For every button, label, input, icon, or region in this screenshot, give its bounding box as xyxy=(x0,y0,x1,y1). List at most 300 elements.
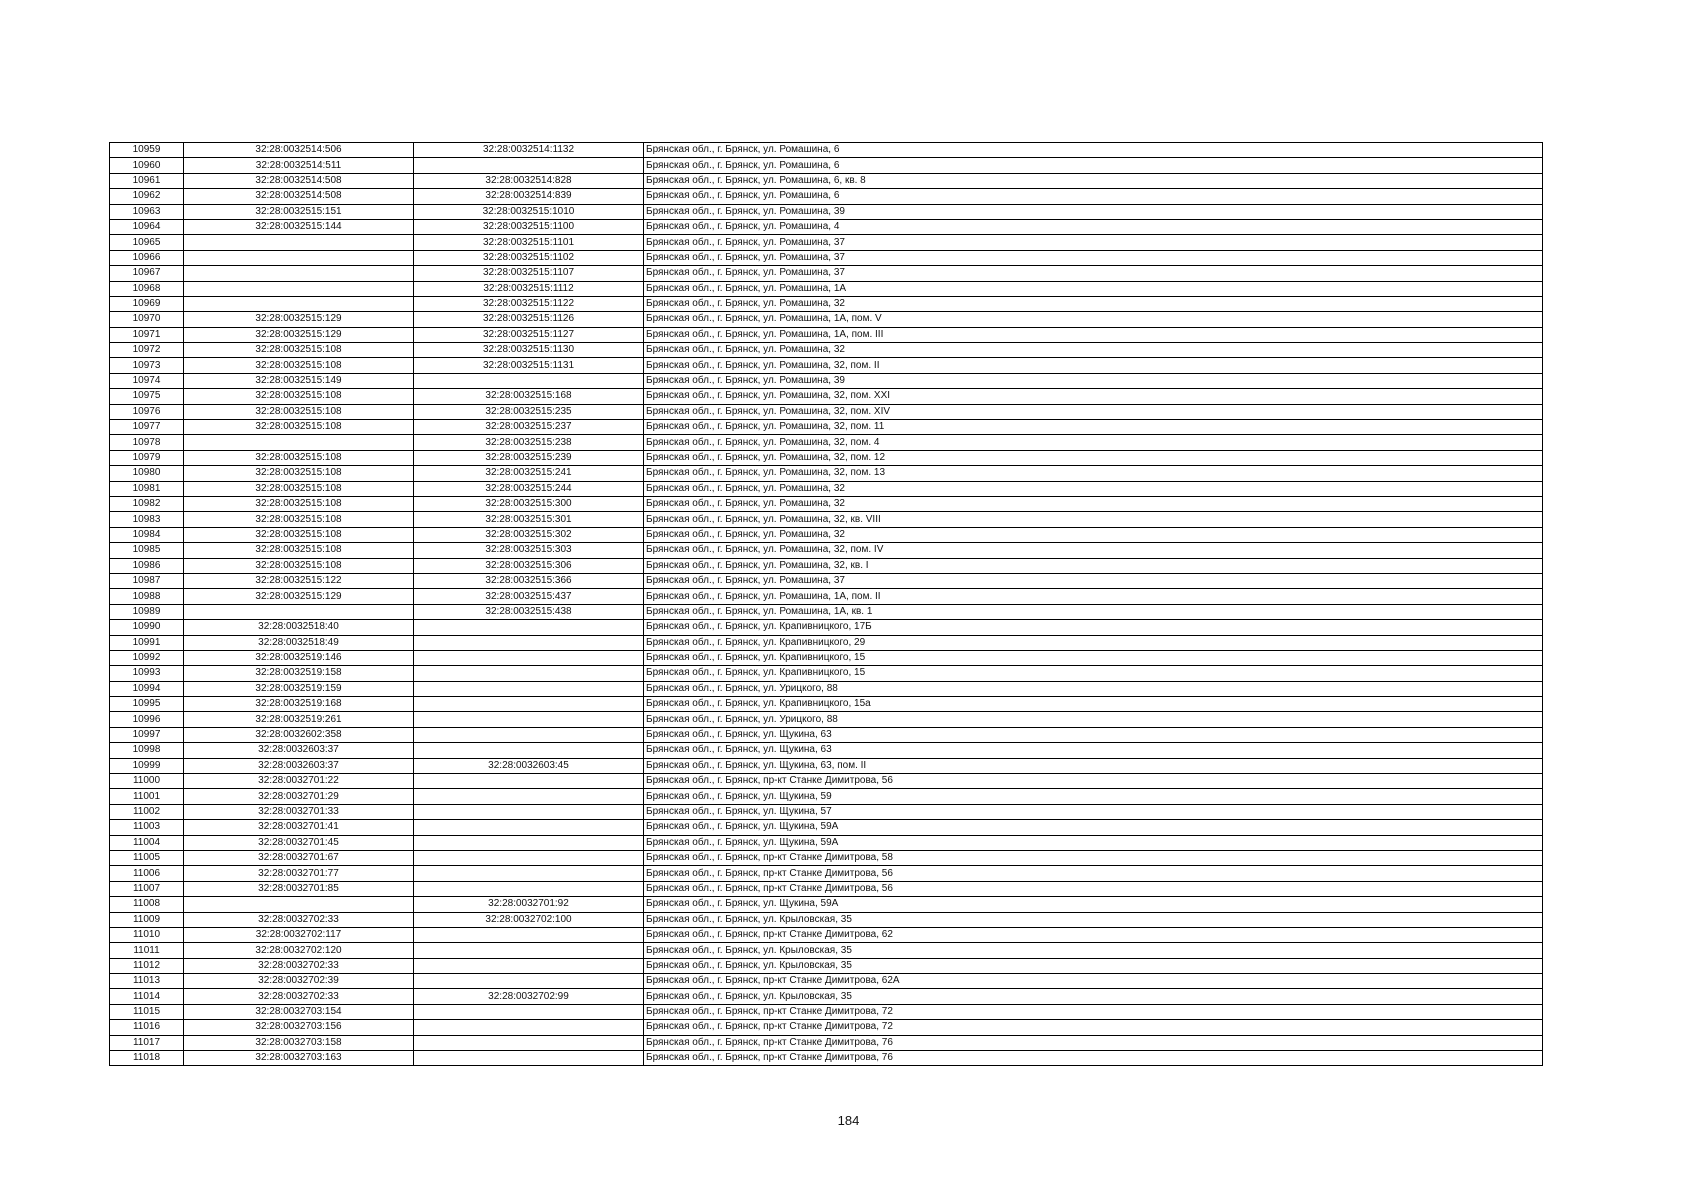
object-cadastral-number-cell xyxy=(414,727,644,742)
object-cadastral-number-cell: 32:28:0032515:303 xyxy=(414,543,644,558)
address-cell: Брянская обл., г. Брянск, ул. Ромашина, 6 xyxy=(644,189,1543,204)
address-cell: Брянская обл., г. Брянск, ул. Ромашина, 4 xyxy=(644,219,1543,234)
parcel-cadastral-number-cell: 32:28:0032519:168 xyxy=(184,697,414,712)
object-cadastral-number-cell xyxy=(414,650,644,665)
table-row xyxy=(110,897,1543,912)
object-cadastral-number-cell xyxy=(414,820,644,835)
row-number-cell: 10986 xyxy=(110,558,184,573)
row-number-cell: 10964 xyxy=(110,219,184,234)
parcel-cadastral-number-cell: 32:28:0032602:358 xyxy=(184,727,414,742)
row-number-cell: 10961 xyxy=(110,173,184,188)
row-number-cell: 11007 xyxy=(110,881,184,896)
address-cell: Брянская обл., г. Брянск, ул. Щукина, 63 xyxy=(644,743,1543,758)
parcel-cadastral-number-cell: 32:28:0032702:33 xyxy=(184,958,414,973)
address-cell: Брянская обл., г. Брянск, ул. Ромашина, 39 xyxy=(644,373,1543,388)
address-cell: Брянская обл., г. Брянск, ул. Урицкого, 88 xyxy=(644,712,1543,727)
object-cadastral-number-cell xyxy=(414,620,644,635)
row-number-cell: 10963 xyxy=(110,204,184,219)
object-cadastral-number-cell xyxy=(414,774,644,789)
row-number-cell: 10967 xyxy=(110,266,184,281)
parcel-cadastral-number-cell: 32:28:0032515:108 xyxy=(184,450,414,465)
parcel-cadastral-number-cell: 32:28:0032701:29 xyxy=(184,789,414,804)
table-row xyxy=(110,343,1543,358)
row-number-cell: 10989 xyxy=(110,604,184,619)
table-row xyxy=(110,989,1543,1004)
parcel-cadastral-number-cell xyxy=(184,250,414,265)
object-cadastral-number-cell xyxy=(414,850,644,865)
parcel-cadastral-number-cell: 32:28:0032515:108 xyxy=(184,343,414,358)
address-cell: Брянская обл., г. Брянск, ул. Крыловская, 35 xyxy=(644,989,1543,1004)
object-cadastral-number-cell: 32:28:0032515:241 xyxy=(414,466,644,481)
table-row xyxy=(110,204,1543,219)
parcel-cadastral-number-cell: 32:28:0032515:122 xyxy=(184,573,414,588)
row-number-cell: 11012 xyxy=(110,958,184,973)
address-cell: Брянская обл., г. Брянск, ул. Ромашина, 6, кв. 8 xyxy=(644,173,1543,188)
parcel-cadastral-number-cell: 32:28:0032515:129 xyxy=(184,312,414,327)
row-number-cell: 11004 xyxy=(110,835,184,850)
table-row xyxy=(110,296,1543,311)
object-cadastral-number-cell xyxy=(414,835,644,850)
row-number-cell: 11013 xyxy=(110,974,184,989)
row-number-cell: 11016 xyxy=(110,1020,184,1035)
object-cadastral-number-cell xyxy=(414,666,644,681)
parcel-cadastral-number-cell: 32:28:0032703:158 xyxy=(184,1035,414,1050)
object-cadastral-number-cell: 32:28:0032515:238 xyxy=(414,435,644,450)
parcel-cadastral-number-cell: 32:28:0032701:41 xyxy=(184,820,414,835)
parcel-cadastral-number-cell: 32:28:0032515:151 xyxy=(184,204,414,219)
object-cadastral-number-cell: 32:28:0032515:237 xyxy=(414,420,644,435)
table-row xyxy=(110,1051,1543,1066)
table-row xyxy=(110,881,1543,896)
table-row xyxy=(110,681,1543,696)
row-number-cell: 10999 xyxy=(110,758,184,773)
table-row xyxy=(110,589,1543,604)
row-number-cell: 10960 xyxy=(110,158,184,173)
row-number-cell: 10966 xyxy=(110,250,184,265)
address-cell: Брянская обл., г. Брянск, ул. Щукина, 59 xyxy=(644,789,1543,804)
row-number-cell: 10959 xyxy=(110,143,184,158)
parcel-cadastral-number-cell: 32:28:0032701:77 xyxy=(184,866,414,881)
parcel-cadastral-number-cell: 32:28:0032515:108 xyxy=(184,496,414,511)
row-number-cell: 11017 xyxy=(110,1035,184,1050)
row-number-cell: 11010 xyxy=(110,927,184,942)
parcel-cadastral-number-cell: 32:28:0032603:37 xyxy=(184,758,414,773)
table-row xyxy=(110,281,1543,296)
row-number-cell: 10985 xyxy=(110,543,184,558)
address-cell: Брянская обл., г. Брянск, ул. Ромашина, 39 xyxy=(644,204,1543,219)
row-number-cell: 10971 xyxy=(110,327,184,342)
address-cell: Брянская обл., г. Брянск, ул. Ромашина, 32, пом. XIV xyxy=(644,404,1543,419)
parcel-cadastral-number-cell: 32:28:0032514:511 xyxy=(184,158,414,173)
address-cell: Брянская обл., г. Брянск, ул. Крапивницкого, 29 xyxy=(644,635,1543,650)
parcel-cadastral-number-cell: 32:28:0032703:163 xyxy=(184,1051,414,1066)
address-cell: Брянская обл., г. Брянск, ул. Ромашина, 32 xyxy=(644,481,1543,496)
object-cadastral-number-cell: 32:28:0032515:302 xyxy=(414,527,644,542)
parcel-cadastral-number-cell: 32:28:0032514:508 xyxy=(184,189,414,204)
row-number-cell: 10988 xyxy=(110,589,184,604)
address-cell: Брянская обл., г. Брянск, ул. Щукина, 63 xyxy=(644,727,1543,742)
table-row xyxy=(110,743,1543,758)
table-row xyxy=(110,327,1543,342)
row-number-cell: 10980 xyxy=(110,466,184,481)
object-cadastral-number-cell xyxy=(414,1004,644,1019)
object-cadastral-number-cell xyxy=(414,712,644,727)
address-cell: Брянская обл., г. Брянск, ул. Ромашина, 32, кв. VIII xyxy=(644,512,1543,527)
row-number-cell: 11011 xyxy=(110,943,184,958)
object-cadastral-number-cell xyxy=(414,804,644,819)
address-cell: Брянская обл., г. Брянск, пр-кт Станке Димитрова, 76 xyxy=(644,1051,1543,1066)
row-number-cell: 10981 xyxy=(110,481,184,496)
address-cell: Брянская обл., г. Брянск, ул. Ромашина, 37 xyxy=(644,266,1543,281)
address-cell: Брянская обл., г. Брянск, ул. Ромашина, 6 xyxy=(644,158,1543,173)
table-row xyxy=(110,804,1543,819)
row-number-cell: 11015 xyxy=(110,1004,184,1019)
object-cadastral-number-cell: 32:28:0032515:301 xyxy=(414,512,644,527)
object-cadastral-number-cell xyxy=(414,697,644,712)
table-row xyxy=(110,866,1543,881)
parcel-cadastral-number-cell: 32:28:0032702:117 xyxy=(184,927,414,942)
table-row xyxy=(110,604,1543,619)
parcel-cadastral-number-cell: 32:28:0032515:108 xyxy=(184,389,414,404)
parcel-cadastral-number-cell: 32:28:0032514:508 xyxy=(184,173,414,188)
address-cell: Брянская обл., г. Брянск, пр-кт Станке Димитрова, 62А xyxy=(644,974,1543,989)
parcel-cadastral-number-cell: 32:28:0032603:37 xyxy=(184,743,414,758)
parcel-cadastral-number-cell: 32:28:0032518:40 xyxy=(184,620,414,635)
address-cell: Брянская обл., г. Брянск, ул. Ромашина, 32 xyxy=(644,527,1543,542)
row-number-cell: 10982 xyxy=(110,496,184,511)
row-number-cell: 10991 xyxy=(110,635,184,650)
table-row xyxy=(110,543,1543,558)
table-row xyxy=(110,312,1543,327)
object-cadastral-number-cell: 32:28:0032515:244 xyxy=(414,481,644,496)
row-number-cell: 10992 xyxy=(110,650,184,665)
address-cell: Брянская обл., г. Брянск, ул. Ромашина, 1А, пом. V xyxy=(644,312,1543,327)
address-cell: Брянская обл., г. Брянск, ул. Урицкого, 88 xyxy=(644,681,1543,696)
table-row xyxy=(110,620,1543,635)
address-cell: Брянская обл., г. Брянск, ул. Ромашина, 32, пом. XXI xyxy=(644,389,1543,404)
object-cadastral-number-cell: 32:28:0032515:1122 xyxy=(414,296,644,311)
object-cadastral-number-cell: 32:28:0032515:1100 xyxy=(414,219,644,234)
row-number-cell: 10995 xyxy=(110,697,184,712)
table-row xyxy=(110,1035,1543,1050)
table-row xyxy=(110,835,1543,850)
object-cadastral-number-cell: 32:28:0032514:1132 xyxy=(414,143,644,158)
object-cadastral-number-cell: 32:28:0032515:437 xyxy=(414,589,644,604)
address-cell: Брянская обл., г. Брянск, ул. Щукина, 59А xyxy=(644,820,1543,835)
object-cadastral-number-cell xyxy=(414,866,644,881)
row-number-cell: 10983 xyxy=(110,512,184,527)
row-number-cell: 10996 xyxy=(110,712,184,727)
address-cell: Брянская обл., г. Брянск, пр-кт Станке Димитрова, 56 xyxy=(644,774,1543,789)
table-body xyxy=(110,143,1543,1066)
address-cell: Брянская обл., г. Брянск, ул. Ромашина, 1А, пом. II xyxy=(644,589,1543,604)
object-cadastral-number-cell xyxy=(414,927,644,942)
object-cadastral-number-cell: 32:28:0032515:366 xyxy=(414,573,644,588)
row-number-cell: 10990 xyxy=(110,620,184,635)
row-number-cell: 11003 xyxy=(110,820,184,835)
parcel-cadastral-number-cell: 32:28:0032701:67 xyxy=(184,850,414,865)
table-row xyxy=(110,974,1543,989)
object-cadastral-number-cell: 32:28:0032702:99 xyxy=(414,989,644,1004)
table-row xyxy=(110,958,1543,973)
object-cadastral-number-cell: 32:28:0032515:239 xyxy=(414,450,644,465)
cadastral-table xyxy=(109,142,1543,1066)
object-cadastral-number-cell xyxy=(414,943,644,958)
address-cell: Брянская обл., г. Брянск, ул. Крапивницкого, 15а xyxy=(644,697,1543,712)
address-cell: Брянская обл., г. Брянск, ул. Щукина, 59А xyxy=(644,897,1543,912)
address-cell: Брянская обл., г. Брянск, ул. Ромашина, 32, пом. 4 xyxy=(644,435,1543,450)
table-row xyxy=(110,666,1543,681)
table-row xyxy=(110,912,1543,927)
address-cell: Брянская обл., г. Брянск, пр-кт Станке Димитрова, 56 xyxy=(644,866,1543,881)
address-cell: Брянская обл., г. Брянск, ул. Ромашина, 1А, кв. 1 xyxy=(644,604,1543,619)
address-cell: Брянская обл., г. Брянск, ул. Ромашина, 32 xyxy=(644,343,1543,358)
parcel-cadastral-number-cell: 32:28:0032702:33 xyxy=(184,912,414,927)
parcel-cadastral-number-cell: 32:28:0032515:129 xyxy=(184,327,414,342)
table-row xyxy=(110,512,1543,527)
page-number: 184 xyxy=(837,1113,860,1128)
table-row xyxy=(110,235,1543,250)
parcel-cadastral-number-cell: 32:28:0032515:149 xyxy=(184,373,414,388)
parcel-cadastral-number-cell xyxy=(184,604,414,619)
row-number-cell: 10965 xyxy=(110,235,184,250)
address-cell: Брянская обл., г. Брянск, ул. Ромашина, 32, пом. 12 xyxy=(644,450,1543,465)
table-row xyxy=(110,758,1543,773)
row-number-cell: 10969 xyxy=(110,296,184,311)
table-row xyxy=(110,697,1543,712)
table-row xyxy=(110,496,1543,511)
table-row xyxy=(110,219,1543,234)
parcel-cadastral-number-cell: 32:28:0032515:108 xyxy=(184,420,414,435)
table-row xyxy=(110,927,1543,942)
address-cell: Брянская обл., г. Брянск, ул. Крыловская, 35 xyxy=(644,943,1543,958)
table-row xyxy=(110,789,1543,804)
row-number-cell: 11001 xyxy=(110,789,184,804)
table-row xyxy=(110,1020,1543,1035)
table-row xyxy=(110,173,1543,188)
table-row xyxy=(110,850,1543,865)
object-cadastral-number-cell: 32:28:0032515:1126 xyxy=(414,312,644,327)
object-cadastral-number-cell: 32:28:0032515:1010 xyxy=(414,204,644,219)
object-cadastral-number-cell: 32:28:0032515:1107 xyxy=(414,266,644,281)
table-row xyxy=(110,189,1543,204)
address-cell: Брянская обл., г. Брянск, ул. Ромашина, 32, пом. 11 xyxy=(644,420,1543,435)
object-cadastral-number-cell xyxy=(414,743,644,758)
address-cell: Брянская обл., г. Брянск, ул. Крапивницкого, 15 xyxy=(644,666,1543,681)
address-cell: Брянская обл., г. Брянск, ул. Ромашина, 32, пом. II xyxy=(644,358,1543,373)
object-cadastral-number-cell: 32:28:0032515:1131 xyxy=(414,358,644,373)
object-cadastral-number-cell: 32:28:0032702:100 xyxy=(414,912,644,927)
parcel-cadastral-number-cell xyxy=(184,235,414,250)
row-number-cell: 11009 xyxy=(110,912,184,927)
address-cell: Брянская обл., г. Брянск, ул. Крапивницкого, 15 xyxy=(644,650,1543,665)
address-cell: Брянская обл., г. Брянск, пр-кт Станке Димитрова, 76 xyxy=(644,1035,1543,1050)
address-cell: Брянская обл., г. Брянск, пр-кт Станке Димитрова, 58 xyxy=(644,850,1543,865)
address-cell: Брянская обл., г. Брянск, ул. Ромашина, 6 xyxy=(644,143,1543,158)
object-cadastral-number-cell xyxy=(414,789,644,804)
table-row xyxy=(110,158,1543,173)
row-number-cell: 10975 xyxy=(110,389,184,404)
row-number-cell: 10978 xyxy=(110,435,184,450)
object-cadastral-number-cell xyxy=(414,1035,644,1050)
address-cell: Брянская обл., г. Брянск, ул. Ромашина, 1А, пом. III xyxy=(644,327,1543,342)
parcel-cadastral-number-cell: 32:28:0032701:33 xyxy=(184,804,414,819)
object-cadastral-number-cell xyxy=(414,974,644,989)
address-cell: Брянская обл., г. Брянск, ул. Ромашина, 37 xyxy=(644,235,1543,250)
address-cell: Брянская обл., г. Брянск, пр-кт Станке Димитрова, 72 xyxy=(644,1020,1543,1035)
parcel-cadastral-number-cell: 32:28:0032515:108 xyxy=(184,512,414,527)
object-cadastral-number-cell xyxy=(414,158,644,173)
table-row xyxy=(110,466,1543,481)
parcel-cadastral-number-cell: 32:28:0032515:108 xyxy=(184,358,414,373)
table-row xyxy=(110,481,1543,496)
row-number-cell: 10973 xyxy=(110,358,184,373)
object-cadastral-number-cell: 32:28:0032514:828 xyxy=(414,173,644,188)
parcel-cadastral-number-cell: 32:28:0032701:45 xyxy=(184,835,414,850)
parcel-cadastral-number-cell: 32:28:0032702:39 xyxy=(184,974,414,989)
table-row xyxy=(110,1004,1543,1019)
address-cell: Брянская обл., г. Брянск, ул. Ромашина, 32, пом. 13 xyxy=(644,466,1543,481)
object-cadastral-number-cell xyxy=(414,881,644,896)
row-number-cell: 11000 xyxy=(110,774,184,789)
address-cell: Брянская обл., г. Брянск, ул. Ромашина, 37 xyxy=(644,573,1543,588)
object-cadastral-number-cell xyxy=(414,681,644,696)
address-cell: Брянская обл., г. Брянск, ул. Ромашина, 1А xyxy=(644,281,1543,296)
row-number-cell: 10997 xyxy=(110,727,184,742)
object-cadastral-number-cell: 32:28:0032515:306 xyxy=(414,558,644,573)
row-number-cell: 10987 xyxy=(110,573,184,588)
address-cell: Брянская обл., г. Брянск, ул. Щукина, 59А xyxy=(644,835,1543,850)
row-number-cell: 11005 xyxy=(110,850,184,865)
parcel-cadastral-number-cell xyxy=(184,281,414,296)
row-number-cell: 10977 xyxy=(110,420,184,435)
table-row xyxy=(110,558,1543,573)
object-cadastral-number-cell: 32:28:0032515:235 xyxy=(414,404,644,419)
parcel-cadastral-number-cell: 32:28:0032703:154 xyxy=(184,1004,414,1019)
row-number-cell: 10970 xyxy=(110,312,184,327)
address-cell: Брянская обл., г. Брянск, пр-кт Станке Димитрова, 56 xyxy=(644,881,1543,896)
parcel-cadastral-number-cell: 32:28:0032702:33 xyxy=(184,989,414,1004)
parcel-cadastral-number-cell: 32:28:0032702:120 xyxy=(184,943,414,958)
object-cadastral-number-cell xyxy=(414,958,644,973)
parcel-cadastral-number-cell: 32:28:0032514:506 xyxy=(184,143,414,158)
table-row xyxy=(110,143,1543,158)
address-cell: Брянская обл., г. Брянск, пр-кт Станке Димитрова, 62 xyxy=(644,927,1543,942)
row-number-cell: 10974 xyxy=(110,373,184,388)
table-row xyxy=(110,404,1543,419)
parcel-cadastral-number-cell: 32:28:0032701:22 xyxy=(184,774,414,789)
parcel-cadastral-number-cell: 32:28:0032515:108 xyxy=(184,466,414,481)
parcel-cadastral-number-cell: 32:28:0032515:108 xyxy=(184,527,414,542)
address-cell: Брянская обл., г. Брянск, ул. Ромашина, 32 xyxy=(644,496,1543,511)
object-cadastral-number-cell: 32:28:0032603:45 xyxy=(414,758,644,773)
table-row xyxy=(110,358,1543,373)
parcel-cadastral-number-cell: 32:28:0032515:108 xyxy=(184,481,414,496)
row-number-cell: 10993 xyxy=(110,666,184,681)
parcel-cadastral-number-cell xyxy=(184,435,414,450)
parcel-cadastral-number-cell: 32:28:0032519:261 xyxy=(184,712,414,727)
row-number-cell: 10998 xyxy=(110,743,184,758)
address-cell: Брянская обл., г. Брянск, ул. Крыловская, 35 xyxy=(644,958,1543,973)
row-number-cell: 11002 xyxy=(110,804,184,819)
table-row xyxy=(110,943,1543,958)
table-row xyxy=(110,420,1543,435)
parcel-cadastral-number-cell: 32:28:0032515:129 xyxy=(184,589,414,604)
row-number-cell: 10972 xyxy=(110,343,184,358)
table-row xyxy=(110,266,1543,281)
table-row xyxy=(110,573,1543,588)
address-cell: Брянская обл., г. Брянск, ул. Ромашина, 32, кв. I xyxy=(644,558,1543,573)
table-row xyxy=(110,774,1543,789)
object-cadastral-number-cell: 32:28:0032515:1127 xyxy=(414,327,644,342)
row-number-cell: 10994 xyxy=(110,681,184,696)
parcel-cadastral-number-cell xyxy=(184,266,414,281)
object-cadastral-number-cell: 32:28:0032515:1112 xyxy=(414,281,644,296)
row-number-cell: 10979 xyxy=(110,450,184,465)
row-number-cell: 10976 xyxy=(110,404,184,419)
parcel-cadastral-number-cell: 32:28:0032519:158 xyxy=(184,666,414,681)
table-row xyxy=(110,650,1543,665)
parcel-cadastral-number-cell: 32:28:0032515:108 xyxy=(184,558,414,573)
parcel-cadastral-number-cell xyxy=(184,296,414,311)
table-row xyxy=(110,389,1543,404)
object-cadastral-number-cell: 32:28:0032515:1130 xyxy=(414,343,644,358)
object-cadastral-number-cell: 32:28:0032515:168 xyxy=(414,389,644,404)
table-row xyxy=(110,635,1543,650)
table-row xyxy=(110,712,1543,727)
address-cell: Брянская обл., г. Брянск, ул. Крапивницкого, 17Б xyxy=(644,620,1543,635)
row-number-cell: 11014 xyxy=(110,989,184,1004)
table-row xyxy=(110,820,1543,835)
row-number-cell: 10968 xyxy=(110,281,184,296)
row-number-cell: 11018 xyxy=(110,1051,184,1066)
object-cadastral-number-cell xyxy=(414,1051,644,1066)
address-cell: Брянская обл., г. Брянск, ул. Ромашина, 32 xyxy=(644,296,1543,311)
parcel-cadastral-number-cell: 32:28:0032519:146 xyxy=(184,650,414,665)
object-cadastral-number-cell: 32:28:0032515:300 xyxy=(414,496,644,511)
address-cell: Брянская обл., г. Брянск, пр-кт Станке Димитрова, 72 xyxy=(644,1004,1543,1019)
address-cell: Брянская обл., г. Брянск, ул. Ромашина, 32, пом. IV xyxy=(644,543,1543,558)
address-cell: Брянская обл., г. Брянск, ул. Щукина, 57 xyxy=(644,804,1543,819)
object-cadastral-number-cell: 32:28:0032515:438 xyxy=(414,604,644,619)
row-number-cell: 11006 xyxy=(110,866,184,881)
address-cell: Брянская обл., г. Брянск, ул. Ромашина, 37 xyxy=(644,250,1543,265)
parcel-cadastral-number-cell: 32:28:0032515:108 xyxy=(184,543,414,558)
table-row xyxy=(110,435,1543,450)
row-number-cell: 10962 xyxy=(110,189,184,204)
parcel-cadastral-number-cell xyxy=(184,897,414,912)
parcel-cadastral-number-cell: 32:28:0032701:85 xyxy=(184,881,414,896)
parcel-cadastral-number-cell: 32:28:0032515:144 xyxy=(184,219,414,234)
address-cell: Брянская обл., г. Брянск, ул. Крыловская, 35 xyxy=(644,912,1543,927)
object-cadastral-number-cell xyxy=(414,635,644,650)
object-cadastral-number-cell xyxy=(414,373,644,388)
object-cadastral-number-cell: 32:28:0032515:1101 xyxy=(414,235,644,250)
table-row xyxy=(110,727,1543,742)
parcel-cadastral-number-cell: 32:28:0032515:108 xyxy=(184,404,414,419)
object-cadastral-number-cell: 32:28:0032515:1102 xyxy=(414,250,644,265)
row-number-cell: 10984 xyxy=(110,527,184,542)
table-row xyxy=(110,373,1543,388)
object-cadastral-number-cell: 32:28:0032701:92 xyxy=(414,897,644,912)
parcel-cadastral-number-cell: 32:28:0032519:159 xyxy=(184,681,414,696)
table-row xyxy=(110,527,1543,542)
table-row xyxy=(110,250,1543,265)
parcel-cadastral-number-cell: 32:28:0032518:49 xyxy=(184,635,414,650)
object-cadastral-number-cell xyxy=(414,1020,644,1035)
parcel-cadastral-number-cell: 32:28:0032703:156 xyxy=(184,1020,414,1035)
object-cadastral-number-cell: 32:28:0032514:839 xyxy=(414,189,644,204)
